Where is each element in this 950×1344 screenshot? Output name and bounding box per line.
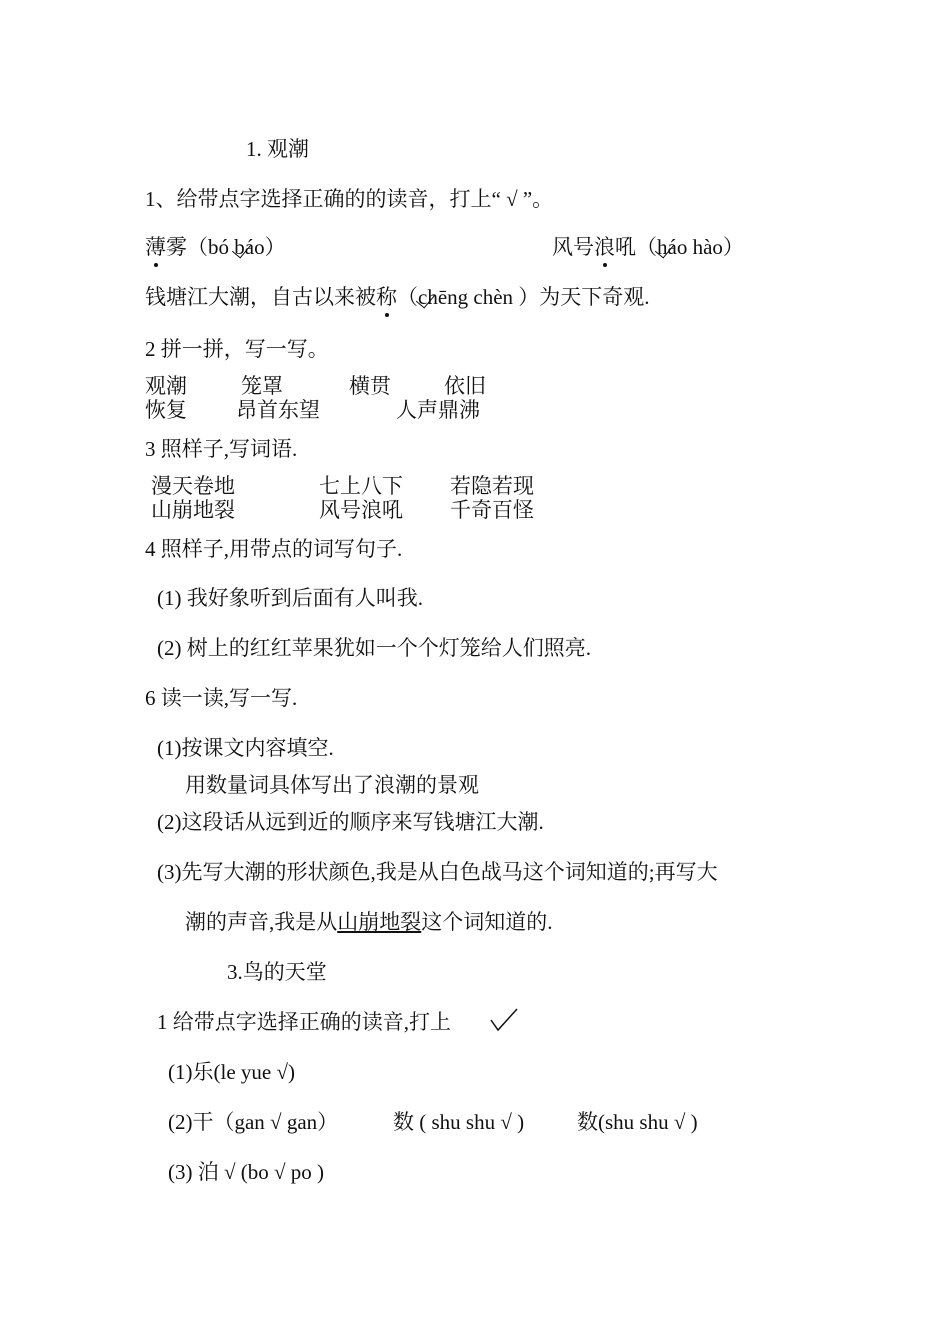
l3-q1-item-2c: 数(shu shu √ ): [577, 1110, 698, 1134]
word-2: 七上八下: [319, 474, 403, 498]
q6-answer-3b: [185, 909, 553, 935]
q6-answer-3: (3)先写大潮的形状颜色,我是从白色战马这个词知道的;再写大: [157, 860, 718, 884]
word-2: 笼罩: [241, 374, 283, 398]
l3-q1-item-2a: (2)干（gan √ gan）: [168, 1110, 339, 1134]
q1-item-2: [552, 234, 744, 260]
checked-choice: háo: [657, 235, 688, 259]
word-7: 人声鼎沸: [396, 398, 480, 422]
close-paren: ）: [264, 235, 286, 259]
q1-title: 1、给带点字选择正确的的读音，打上“ √ ”。: [145, 187, 554, 211]
after-choice: hào）: [687, 235, 744, 259]
word-4: 山崩地裂: [151, 498, 235, 522]
sentence-mid: （: [397, 285, 418, 309]
answer-pre: 潮的声音,我是从: [185, 910, 338, 934]
dotted-char: 称: [376, 285, 397, 309]
q4-sentence-2: (2) 树上的红红苹果犹如一个个灯笼给人们照亮.: [157, 636, 591, 660]
checkmark-icon: [490, 1008, 518, 1032]
word-6: 千奇百怪: [450, 498, 534, 522]
l3-q1-item-2b: 数 ( shu shu √ ): [393, 1110, 525, 1134]
word-3: 若隐若现: [450, 474, 534, 498]
q4-sentence-1: (1) 我好象听到后面有人叫我.: [157, 586, 423, 610]
word-4: 依旧: [444, 374, 486, 398]
l3-q1-item-1: (1)乐(le yue √): [168, 1060, 295, 1084]
word-post: 吼（: [615, 235, 657, 259]
checked-choice: báo: [234, 235, 265, 259]
word-1: 漫天卷地: [151, 474, 235, 498]
l3-q1-item-3: (3) 泊 √ (bo √ po ): [168, 1160, 325, 1184]
lesson3-title: 3.鸟的天堂: [227, 960, 327, 984]
answer-post: 这个词知道的.: [421, 910, 553, 934]
checked-choice: chēng: [418, 285, 469, 309]
q3-title: 3 照样子,写词语.: [145, 437, 298, 461]
dotted-char: 薄: [145, 235, 166, 259]
word-post: 雾（bó: [166, 235, 235, 259]
q1-item-1: [145, 234, 286, 260]
word-1: 观潮: [145, 374, 187, 398]
word-5: 风号浪吼: [319, 498, 403, 522]
word-5: 恢复: [145, 398, 187, 422]
dotted-char: 浪: [594, 235, 615, 259]
sentence-post: chèn ）为天下奇观.: [468, 285, 650, 309]
l3-q1-title: 1 给带点字选择正确的读音,打上: [157, 1010, 451, 1034]
word-pre: 风号: [552, 235, 594, 259]
q6-answer-1: (1)按课文内容填空.: [157, 736, 334, 760]
underlined-answer: 山崩地裂: [337, 910, 422, 934]
q1-sentence: [145, 284, 650, 310]
q6-answer-1b: 用数量词具体写出了浪潮的景观: [185, 773, 479, 797]
q6-answer-2: (2)这段话从远到近的顺序来写钱塘江大潮.: [157, 810, 544, 834]
word-6: 昂首东望: [236, 398, 320, 422]
q6-title: 6 读一读,写一写.: [145, 686, 298, 710]
q2-title: 2 拼一拼，写一写。: [145, 337, 329, 361]
lesson1-title: 1. 观潮: [246, 137, 309, 161]
q4-title: 4 照样子,用带点的词写句子.: [145, 537, 403, 561]
word-3: 横贯: [349, 374, 391, 398]
sentence-pre: 钱塘江大潮，自古以来被: [145, 285, 376, 309]
